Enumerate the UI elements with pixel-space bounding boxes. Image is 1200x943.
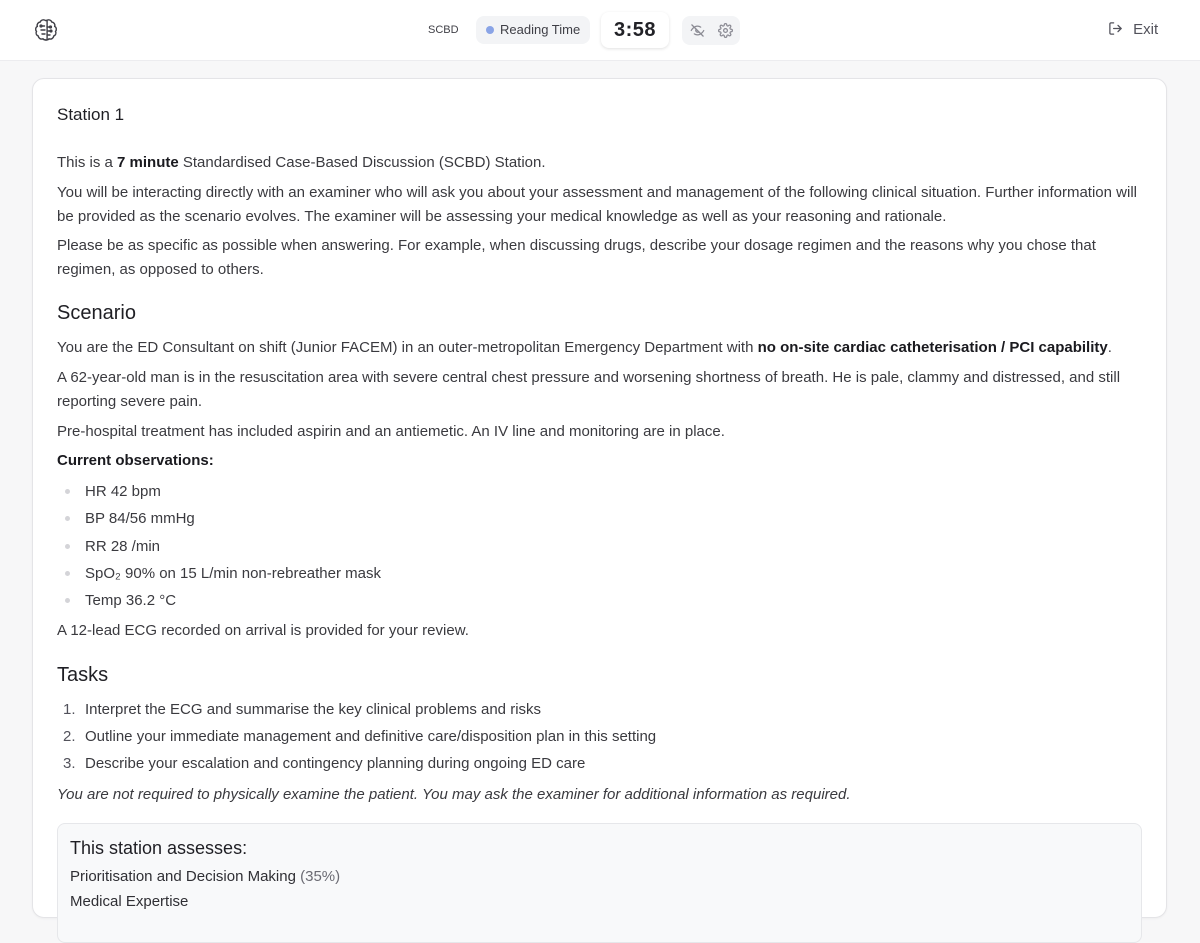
observation-item: BP 84/56 mmHg (85, 510, 195, 527)
brain-logo-icon[interactable] (33, 17, 59, 43)
intro-paragraph-3: Please be as specific as possible when answering. For example, when discussing drugs, describe your dosage regimen and the reasons why you chose that regimen, as opposed to others. (57, 237, 1096, 278)
top-bar (0, 0, 1200, 61)
bullet-icon (65, 598, 70, 603)
bullet-icon (65, 489, 70, 494)
observations-heading: Current observations: (57, 452, 214, 469)
intro-paragraph-1 (57, 151, 1142, 175)
gear-icon (718, 23, 733, 38)
scenario-paragraph-1 (57, 336, 1142, 360)
bullet-icon (65, 544, 70, 549)
phase-label: Reading Time (500, 22, 581, 37)
bullet-icon (65, 571, 70, 576)
task-item: Describe your escalation and contingency planning during ongoing ED care (85, 755, 586, 772)
exit-label: Exit (1133, 21, 1159, 38)
status-dot-icon (486, 26, 494, 34)
scenario-paragraph-2: A 62-year-old man is in the resuscitation area with severe central chest pressure and worsening shortness of breath. He is pale, clammy and distressed, and still reporting severe pain. (57, 369, 1121, 410)
bullet-icon (65, 516, 70, 521)
eye-off-icon (690, 23, 705, 38)
intro-duration: 7 minute (117, 154, 179, 171)
task-number: 1. (63, 701, 76, 718)
hide-timer-button[interactable] (690, 23, 705, 38)
assessment-heading: This station assesses: (70, 838, 248, 858)
settings-button[interactable] (718, 23, 733, 38)
observation-item: RR 28 /min (85, 538, 161, 555)
tasks-note: You are not required to physically examine the patient. You may ask the examiner for additional information as required. (57, 786, 851, 803)
exit-button[interactable] (1108, 19, 1158, 41)
scenario-paragraph-3: Pre-hospital treatment has included aspirin and an antiemetic. An IV line and monitoring are in place. (57, 423, 725, 440)
scenario-emphasis: no on-site cardiac catheterisation / PCI capability (757, 339, 1108, 356)
exit-icon (1108, 21, 1133, 38)
phase-indicator (476, 16, 590, 44)
observation-item: Temp 36.2 °C (85, 592, 177, 609)
assessment-item (70, 866, 340, 888)
tasks-heading: Tasks (57, 664, 109, 686)
observation-item: HR 42 bpm (85, 483, 161, 500)
assessment-label: Prioritisation and Decision Making (70, 868, 296, 885)
task-number: 2. (63, 728, 76, 745)
task-item: Outline your immediate management and definitive care/disposition plan in this setting (85, 728, 657, 745)
assessment-item (70, 891, 188, 913)
scenario-heading: Scenario (57, 302, 136, 324)
scenario-paragraph-4: A 12-lead ECG recorded on arrival is provided for your review. (57, 622, 469, 639)
countdown-timer: 3:58 (601, 12, 669, 48)
scenario-text: You are the ED Consultant on shift (Junior FACEM) in an outer-metropolitan Emergency Department with (57, 339, 758, 356)
observation-item: SpO₂ 90% on 15 L/min non-rebreather mask (85, 565, 381, 582)
intro-text-suffix: Standardised Case-Based Discussion (SCBD) Station. (178, 154, 546, 171)
timer-controls (682, 16, 740, 45)
assessment-weight: (35%) (300, 868, 341, 885)
task-item: Interpret the ECG and summarise the key clinical problems and risks (85, 701, 542, 718)
station-title: Station 1 (57, 105, 125, 124)
intro-paragraph-2: You will be interacting directly with an examiner who will ask you about your assessment and management of the following clinical situation. Further information will be provided as the scenario evolves. The examiner will be assessing your medical knowledge as well as your reasoning and rationale. (57, 184, 1137, 225)
scenario-text-suffix: . (1107, 339, 1112, 356)
intro-text: This is a (57, 154, 118, 171)
mode-badge: SCBD (428, 24, 459, 36)
task-number: 3. (63, 755, 76, 772)
assessment-label: Medical Expertise (70, 893, 189, 910)
